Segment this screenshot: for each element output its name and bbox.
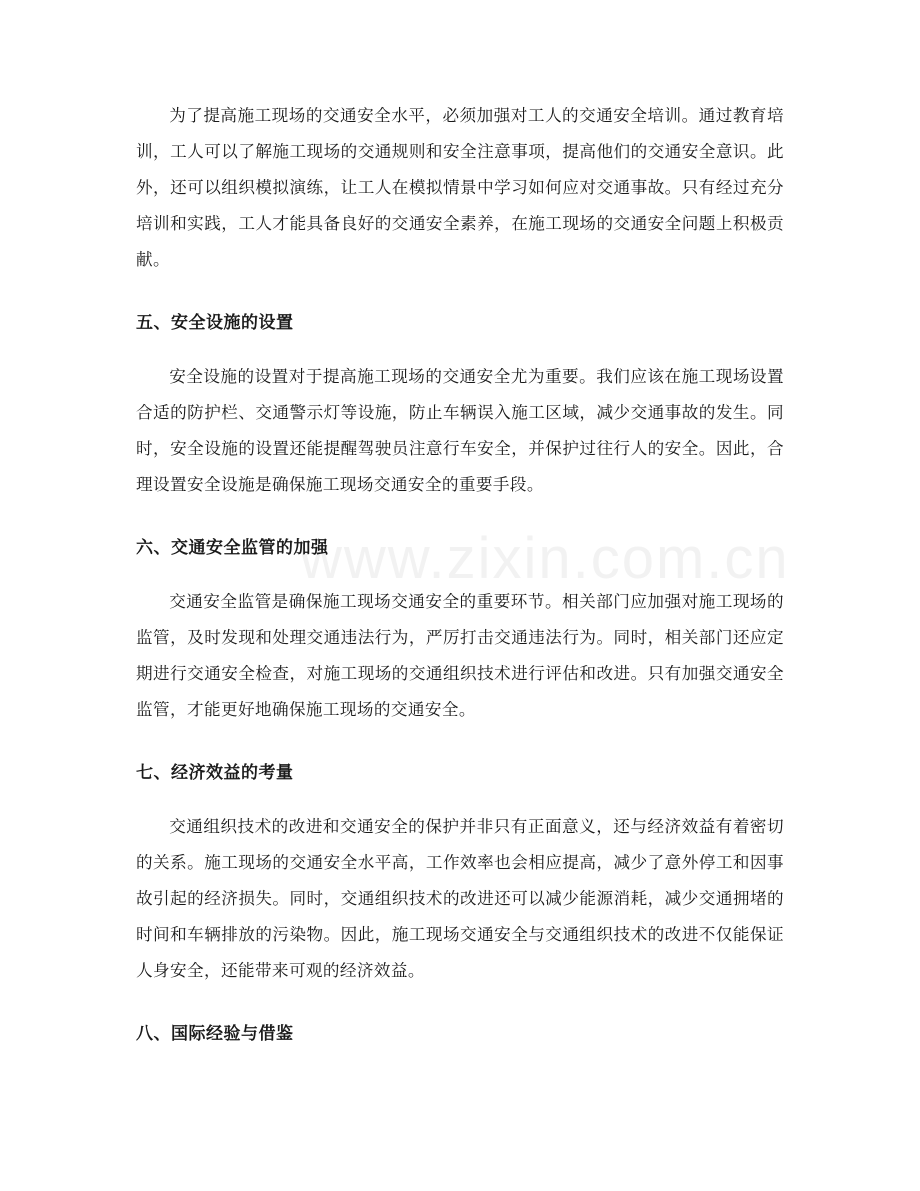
- heading-safety-facilities: 五、安全设施的设置: [136, 313, 294, 333]
- paragraph-safety-facilities: 安全设施的设置对于提高施工现场的交通安全尤为重要。我们应该在施工现场设置合适的防护栏、交通警示灯等设施，防止车辆误入施工区域，减少交通事故的发生。同时，安全设施的设置还能提醒驾驶员注意行车安全，并保护过往行人的安全。因此，合理设置安全设施是确保施工现场交通安全的重要手段。: [136, 367, 784, 494]
- watermark: www.zixin.com.cn: [300, 526, 790, 591]
- document-page: [136, 98, 784, 1052]
- heading-economic-benefits: 七、经济效益的考量: [136, 763, 294, 783]
- paragraph-supervision: 交通安全监管是确保施工现场交通安全的重要环节。相关部门应加强对施工现场的监管，及时发现和处理交通违法行为，严厉打击交通违法行为。同时，相关部门还应定期进行交通安全检查，对施工现场的交通组织技术进行评估和改进。只有加强交通安全监管，才能更好地确保施工现场的交通安全。: [136, 592, 784, 719]
- heading-international-experience: 八、国际经验与借鉴: [136, 1024, 294, 1044]
- heading-supervision: 六、交通安全监管的加强: [136, 538, 329, 558]
- paragraph-economic-benefits: 交通组织技术的改进和交通安全的保护并非只有正面意义，还与经济效益有着密切的关系。施工现场的交通安全水平高，工作效率也会相应提高，减少了意外停工和因事故引起的经济损失。同时，交通组织技术的改进还可以减少能源消耗，减少交通拥堵的时间和车辆排放的污染物。因此，施工现场交通安全与交通组织技术的改进不仅能保证人身安全，还能带来可观的经济效益。: [136, 817, 784, 980]
- paragraph-training: 为了提高施工现场的交通安全水平，必须加强对工人的交通安全培训。通过教育培训，工人可以了解施工现场的交通规则和安全注意事项，提高他们的交通安全意识。此外，还可以组织模拟演练，让工人在模拟情景中学习如何应对交通事故。只有经过充分培训和实践，工人才能具备良好的交通安全素养，在施工现场的交通安全问题上积极贡献。: [136, 106, 784, 269]
